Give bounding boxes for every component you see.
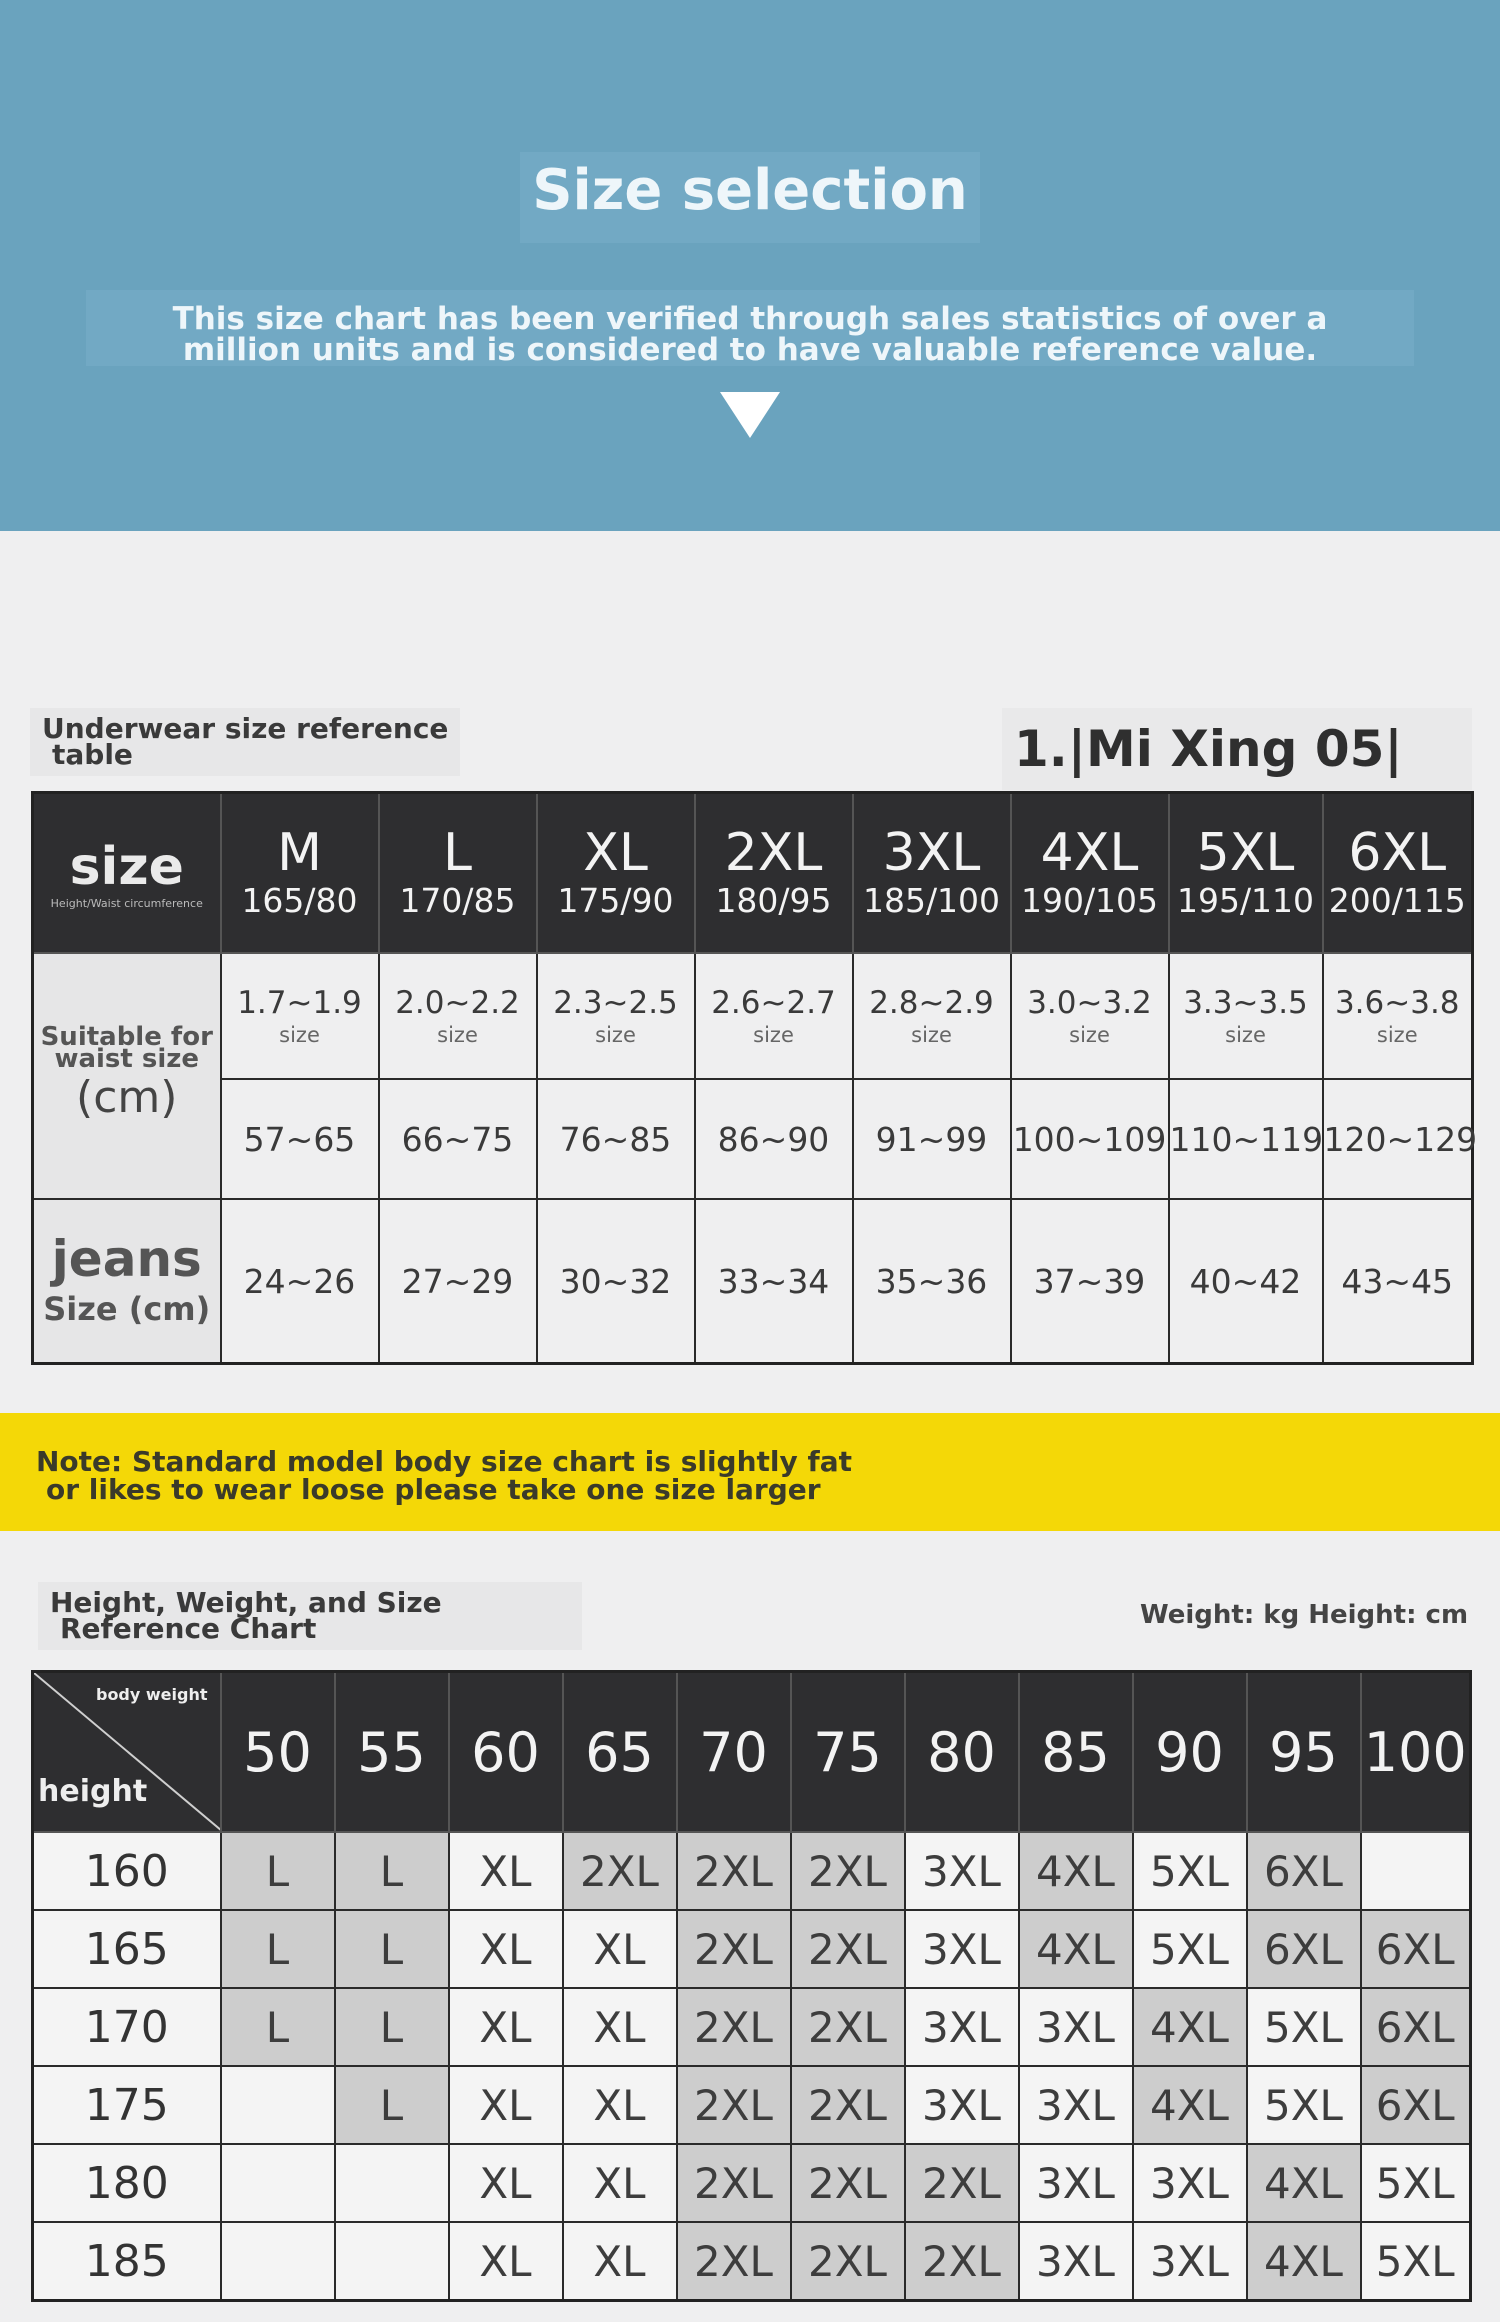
weight-header-cell: 65 <box>563 1672 677 1833</box>
size-cell: XL <box>563 1910 677 1988</box>
size-height-waist: 165/80 <box>241 881 358 920</box>
size-name: 5XL <box>1196 823 1295 883</box>
size-name: 6XL <box>1348 823 1447 883</box>
range-value: 3.6~3.8 <box>1334 985 1460 1021</box>
down-arrow-icon <box>720 392 780 438</box>
note-banner <box>0 1413 1500 1531</box>
height-weight-table <box>31 1670 1472 2302</box>
size-cell: 5XL <box>1133 1910 1247 1988</box>
size-name: M <box>277 823 322 883</box>
jeans-label: jeans <box>51 1230 202 1288</box>
range-unit: size <box>595 1023 636 1047</box>
corner-cell <box>33 1672 221 1833</box>
range-unit: size <box>1376 1023 1418 1047</box>
size-cell: XL <box>449 1988 563 2066</box>
table-row <box>33 1832 1471 1910</box>
size-cell: L <box>335 2066 449 2144</box>
size-cell: 3XL <box>1133 2144 1247 2222</box>
size-cell: 6XL <box>1247 1910 1361 1988</box>
jeans-cell: 30~32 <box>537 1199 695 1364</box>
weight-header-cell: 50 <box>221 1672 335 1833</box>
size-sublabel: Height/Waist circumference <box>50 896 203 910</box>
size-header-row <box>33 793 1473 954</box>
size-height-waist: 185/100 <box>862 881 1001 920</box>
size-name: 3XL <box>882 823 981 883</box>
size-cell <box>221 2066 335 2144</box>
waist-cm-cell: 66~75 <box>379 1079 537 1199</box>
size-cell: 3XL <box>905 2066 1019 2144</box>
waist-range-cell <box>379 953 537 1079</box>
weight-header-cell: 85 <box>1019 1672 1133 1833</box>
size-name: L <box>443 823 472 883</box>
size-cell: XL <box>563 1988 677 2066</box>
waist-range-cell <box>853 953 1011 1079</box>
size-header-label-cell <box>33 793 221 954</box>
size-cell: L <box>335 1832 449 1910</box>
size-height-waist: 195/110 <box>1176 881 1315 920</box>
height-cell: 185 <box>33 2222 221 2301</box>
weight-header-cell: 100 <box>1361 1672 1471 1833</box>
size-header-cell <box>379 793 537 954</box>
size-cell: XL <box>449 2066 563 2144</box>
size-cell: XL <box>563 2144 677 2222</box>
size-header-cell <box>1011 793 1169 954</box>
size-cell: 2XL <box>791 2222 905 2301</box>
size-cell: 5XL <box>1133 1832 1247 1910</box>
size-header-cell <box>853 793 1011 954</box>
waist-cm-cell: 91~99 <box>853 1079 1011 1199</box>
hw-chart-title <box>38 1582 582 1650</box>
size-header-cell <box>221 793 379 954</box>
hero-description-line1: This size chart has been verified through sales statistics of over a <box>172 301 1328 337</box>
size-cell: 4XL <box>1019 1832 1133 1910</box>
weight-header-cell: 70 <box>677 1672 791 1833</box>
waist-label-line1: Suitable for <box>40 1022 213 1052</box>
table-row <box>33 2066 1471 2144</box>
jeans-cell: 37~39 <box>1011 1199 1169 1364</box>
jeans-sublabel: Size (cm) <box>43 1290 211 1328</box>
size-cell: 4XL <box>1133 2066 1247 2144</box>
corner-weight-label: body weight <box>95 1685 208 1704</box>
waist-cm-cell: 120~129 <box>1323 1079 1473 1199</box>
table-row <box>33 2222 1471 2301</box>
jeans-row <box>33 1199 1473 1364</box>
size-name: XL <box>583 823 648 883</box>
size-height-waist: 175/90 <box>557 881 674 920</box>
size-cell: 5XL <box>1361 2144 1471 2222</box>
range-unit: size <box>437 1023 478 1047</box>
waist-range-cell <box>1011 953 1169 1079</box>
size-cell: XL <box>563 2222 677 2301</box>
size-height-waist: 170/85 <box>399 881 516 920</box>
size-cell <box>221 2222 335 2301</box>
size-cell: 2XL <box>677 1832 791 1910</box>
weight-header-cell: 75 <box>791 1672 905 1833</box>
size-cell <box>335 2144 449 2222</box>
range-value: 2.3~2.5 <box>553 985 678 1021</box>
size-cell: L <box>335 1910 449 1988</box>
waist-range-cell <box>1169 953 1323 1079</box>
size-cell: 3XL <box>1019 1988 1133 2066</box>
weight-header-row <box>33 1672 1471 1833</box>
height-cell: 165 <box>33 1910 221 1988</box>
size-cell: 3XL <box>905 1988 1019 2066</box>
size-cell: L <box>221 1910 335 1988</box>
size-cell: 2XL <box>791 1988 905 2066</box>
jeans-cell: 35~36 <box>853 1199 1011 1364</box>
table-row <box>33 1910 1471 1988</box>
underwear-title-line1: Underwear size reference <box>42 712 449 745</box>
size-cell: 2XL <box>677 2222 791 2301</box>
size-height-waist: 200/115 <box>1328 881 1466 920</box>
weight-header-cell: 90 <box>1133 1672 1247 1833</box>
size-cell: 2XL <box>791 1832 905 1910</box>
height-cell: 170 <box>33 1988 221 2066</box>
waist-cm-cell: 86~90 <box>695 1079 853 1199</box>
size-cell: 6XL <box>1361 2066 1471 2144</box>
size-cell: 6XL <box>1361 1988 1471 2066</box>
height-cell: 175 <box>33 2066 221 2144</box>
size-cell: 2XL <box>677 2066 791 2144</box>
size-cell: 4XL <box>1247 2222 1361 2301</box>
waist-range-row <box>33 953 1473 1079</box>
size-cell: XL <box>449 1832 563 1910</box>
size-cell <box>1361 1832 1471 1910</box>
hero-banner <box>0 0 1500 531</box>
range-value: 3.0~3.2 <box>1027 985 1152 1021</box>
size-cell: L <box>221 1832 335 1910</box>
range-value: 1.7~1.9 <box>237 985 362 1021</box>
jeans-cell: 24~26 <box>221 1199 379 1364</box>
size-cell: 2XL <box>905 2144 1019 2222</box>
size-cell: 3XL <box>905 1832 1019 1910</box>
hero-description <box>86 290 1414 366</box>
waist-cm-cell: 76~85 <box>537 1079 695 1199</box>
size-cell: 2XL <box>905 2222 1019 2301</box>
size-cell: 4XL <box>1019 1910 1133 1988</box>
jeans-cell: 43~45 <box>1323 1199 1473 1364</box>
jeans-label-cell <box>33 1199 221 1364</box>
size-cell: 2XL <box>677 1910 791 1988</box>
waist-range-cell <box>221 953 379 1079</box>
waist-label-cell <box>33 953 221 1199</box>
waist-label-unit: (cm) <box>76 1072 178 1123</box>
range-value: 2.0~2.2 <box>395 985 520 1021</box>
size-cell <box>335 2222 449 2301</box>
waist-cm-row <box>33 1079 1473 1199</box>
weight-header-cell: 55 <box>335 1672 449 1833</box>
range-value: 3.3~3.5 <box>1183 985 1308 1021</box>
size-cell: 2XL <box>563 1832 677 1910</box>
waist-cm-cell: 100~109 <box>1011 1079 1169 1199</box>
size-header-cell <box>1323 793 1473 954</box>
waist-range-cell <box>1323 953 1473 1079</box>
size-cell: XL <box>449 1910 563 1988</box>
waist-cm-cell: 110~119 <box>1169 1079 1323 1199</box>
size-cell: 3XL <box>1133 2222 1247 2301</box>
hw-title-line2: Reference Chart <box>60 1612 317 1645</box>
jeans-cell: 40~42 <box>1169 1199 1323 1364</box>
waist-range-cell <box>537 953 695 1079</box>
range-unit: size <box>1069 1023 1110 1047</box>
note-line1: Note: Standard model body size chart is slightly fat <box>36 1445 852 1478</box>
underwear-table-title <box>30 708 460 776</box>
jeans-cell: 33~34 <box>695 1199 853 1364</box>
size-cell: 3XL <box>1019 2144 1133 2222</box>
range-unit: size <box>1225 1023 1266 1047</box>
table-row <box>33 1988 1471 2066</box>
corner-height-label: height <box>38 1774 148 1809</box>
hw-title-line1: Height, Weight, and Size <box>50 1586 442 1619</box>
weight-header-cell: 95 <box>1247 1672 1361 1833</box>
size-height-waist: 190/105 <box>1020 881 1159 920</box>
size-cell: 4XL <box>1133 1988 1247 2066</box>
range-value: 2.8~2.9 <box>869 985 994 1021</box>
size-header-cell <box>1169 793 1323 954</box>
table-row <box>33 2144 1471 2222</box>
size-cell: 4XL <box>1247 2144 1361 2222</box>
size-name: 2XL <box>724 823 823 883</box>
size-name: 4XL <box>1040 823 1139 883</box>
weight-header-cell: 80 <box>905 1672 1019 1833</box>
range-unit: size <box>279 1023 320 1047</box>
size-cell: 5XL <box>1361 2222 1471 2301</box>
size-header-cell <box>695 793 853 954</box>
size-cell: 6XL <box>1361 1910 1471 1988</box>
size-cell: 2XL <box>677 1988 791 2066</box>
height-cell: 180 <box>33 2144 221 2222</box>
underwear-title-line2: table <box>52 738 133 771</box>
waist-label-line2: waist size <box>54 1044 200 1074</box>
size-cell: 5XL <box>1247 2066 1361 2144</box>
waist-range-cell <box>695 953 853 1079</box>
jeans-cell: 27~29 <box>379 1199 537 1364</box>
size-cell: 3XL <box>1019 2222 1133 2301</box>
height-cell: 160 <box>33 1832 221 1910</box>
size-cell: 2XL <box>677 2144 791 2222</box>
size-cell: 3XL <box>905 1910 1019 1988</box>
underwear-size-table <box>31 791 1478 1365</box>
brand-label: 1.|Mi Xing 05| <box>1002 708 1472 790</box>
size-cell: L <box>335 1988 449 2066</box>
hero-description-line2: million units and is considered to have valuable reference value. <box>182 332 1318 368</box>
size-height-waist: 180/95 <box>715 881 832 920</box>
size-cell: XL <box>563 2066 677 2144</box>
weight-header-cell: 60 <box>449 1672 563 1833</box>
range-unit: size <box>753 1023 794 1047</box>
size-cell: 5XL <box>1247 1988 1361 2066</box>
size-label: size <box>69 836 184 897</box>
size-header-cell <box>537 793 695 954</box>
size-cell <box>221 2144 335 2222</box>
size-cell: 3XL <box>1019 2066 1133 2144</box>
size-cell: 2XL <box>791 1910 905 1988</box>
waist-cm-cell: 57~65 <box>221 1079 379 1199</box>
size-cell: XL <box>449 2222 563 2301</box>
size-cell: 6XL <box>1247 1832 1361 1910</box>
note-line2: or likes to wear loose please take one size larger <box>46 1473 821 1506</box>
range-unit: size <box>911 1023 952 1047</box>
size-cell: 2XL <box>791 2144 905 2222</box>
size-cell: XL <box>449 2144 563 2222</box>
note-text <box>36 1445 852 1506</box>
page-title: Size selection <box>520 152 980 243</box>
range-value: 2.6~2.7 <box>711 985 836 1021</box>
size-cell: L <box>221 1988 335 2066</box>
size-cell: 2XL <box>791 2066 905 2144</box>
units-label: Weight: kg Height: cm <box>1140 1600 1469 1630</box>
